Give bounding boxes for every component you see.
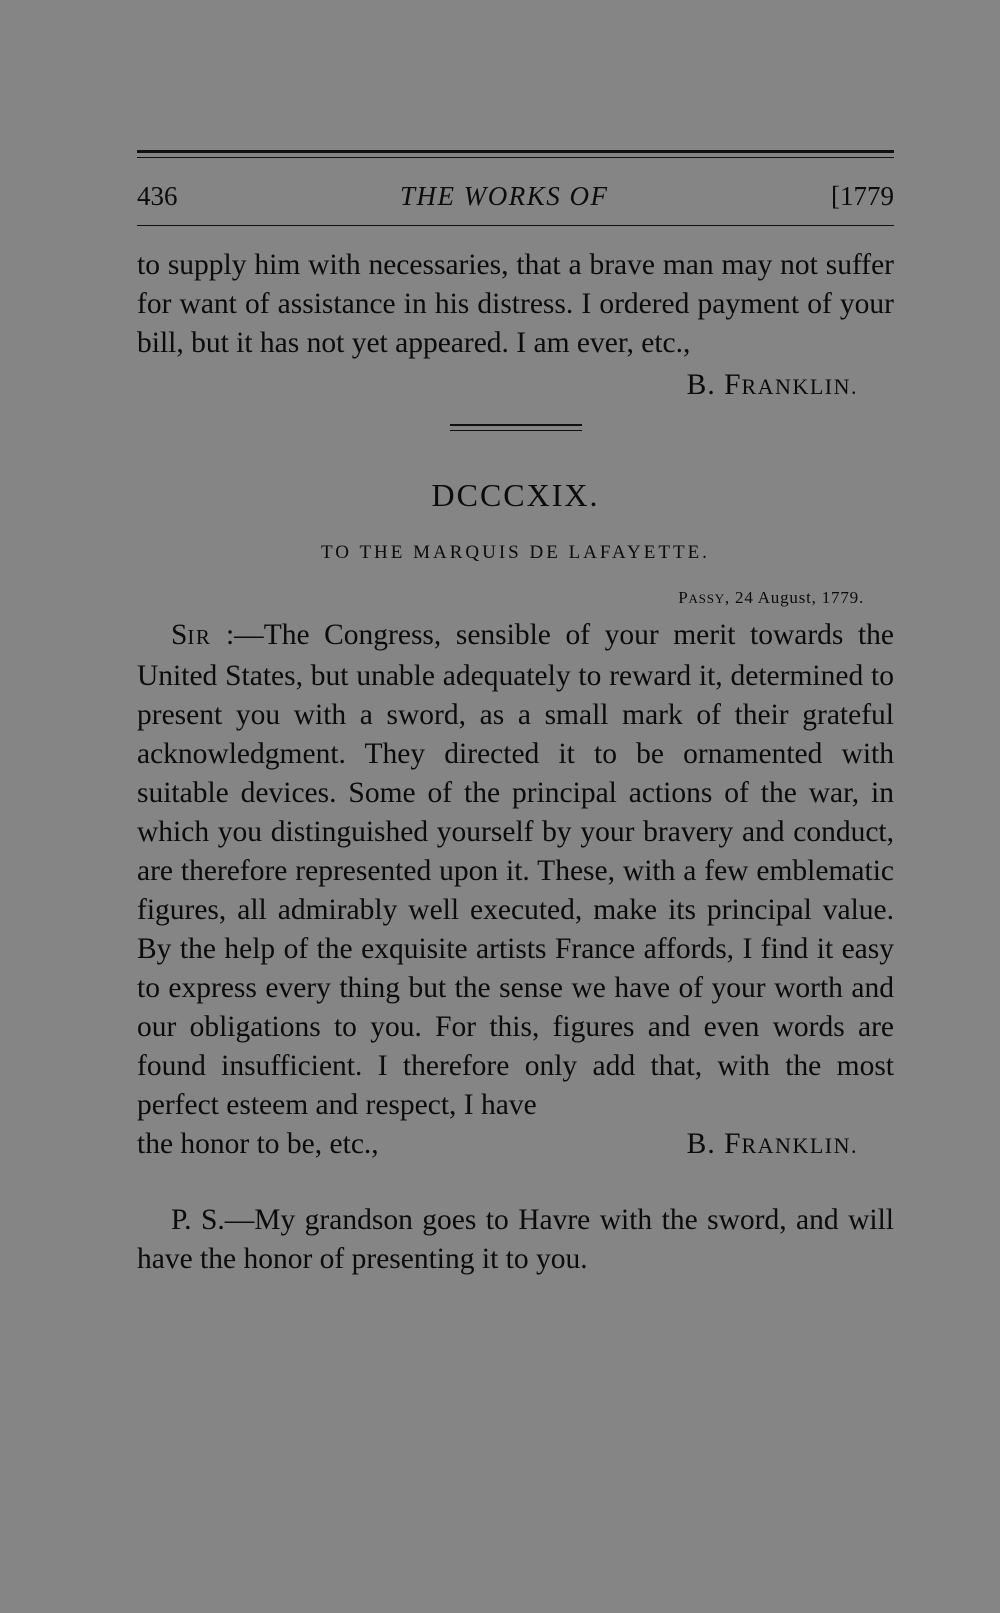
top-rule [137,150,894,153]
header-rule [137,225,894,226]
running-title: THE WORKS OF [400,181,609,211]
section-divider [450,424,582,431]
letter-signature: B. FRANKLIN. [686,1128,858,1160]
salutation: SIR :— [171,619,264,651]
book-page [137,150,894,1279]
letter-body [137,616,894,1125]
letter-dateline: PASSY, 24 August, 1779. [678,588,864,607]
postscript: P. S.—My grandson goes to Havre with the sword, and will have the honor of presenting it to you. [137,1204,894,1275]
letter-closing [137,1125,894,1165]
page-number: 436 [137,181,178,211]
running-year: [1779 [831,181,894,211]
running-head [137,180,894,212]
closing-text: the honor to be, etc., [137,1128,379,1160]
continuation-signature: B. FRANKLIN. [686,369,858,401]
letter-addressee: TO THE MARQUIS DE LAFAYETTE. [321,542,710,563]
continuation-paragraph: to supply him with necessaries, that a brave man may not suffer for want of assistance in his distress. I ordered payment of your bill, but it has not yet appeared. I am ever, etc., [137,249,894,359]
letter-body-text: The Congress, sensible of your merit towards the United States, but unable adequately to reward it, determined to present you with a sword, as a small mark of their grateful acknowledgment. They directed it to be ornamented with suitable devices. Some of the principal actions of the war, in which you distinguished yourself by your bravery and conduct, are therefore represented upon it. These, with a few emblematic figures, all admirably well executed, make its principal value. By the help of the exquisite artists France affords, I find it easy to express every thing but the sense we have of your worth and our obligations to you. For this, figures and even words are found insufficient. I therefore only add that, with the most perfect esteem and respect, I have [137,619,895,1121]
letter-number: DCCCXIX. [431,477,600,513]
top-rule-thin [137,157,894,158]
